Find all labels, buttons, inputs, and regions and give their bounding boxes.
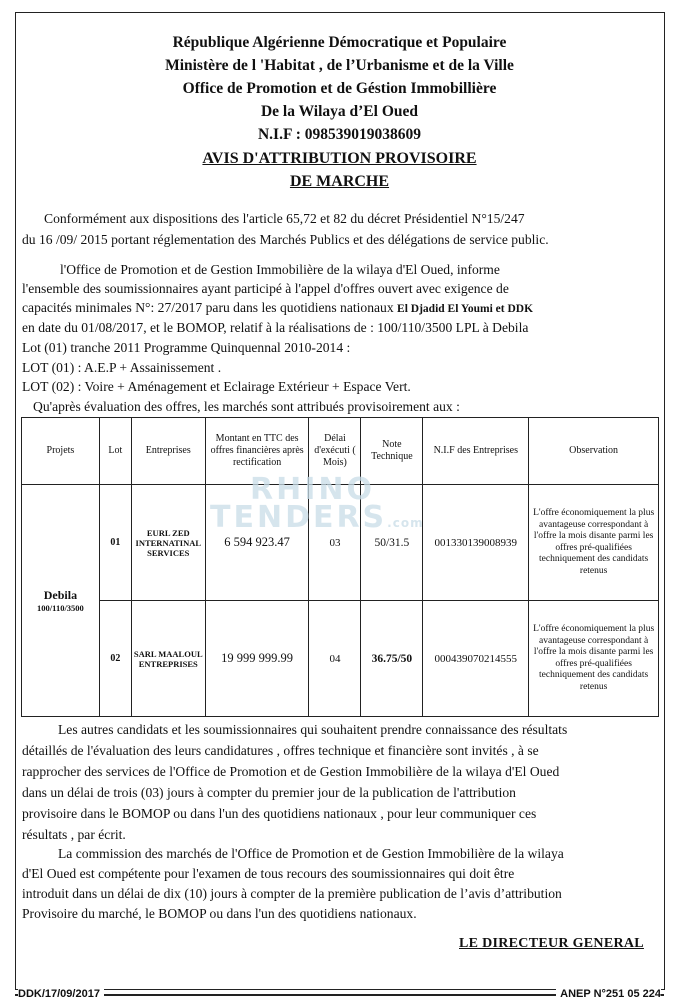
delai-cell: 04: [309, 601, 361, 717]
para3-line3: rapprocher des services de l'Office de Promotion et de Gestion Immobilière de la wilaya d'El Oued: [22, 764, 560, 779]
para1-line1: Conformément aux dispositions des l'article 65,72 et 82 du décret Présidentiel N°15/247: [44, 211, 525, 226]
projet-sub: 100/110/3500: [37, 603, 84, 613]
footer-ref-left: DDK/17/09/2017: [18, 988, 104, 1000]
projet-name: Debila: [43, 588, 78, 602]
entreprise-cell: SARL MAALOUL ENTREPRISES: [131, 601, 205, 717]
para4-line2: d'El Oued est compétente pour l'examen de tous recours des soumissionnaires qui doit être: [22, 866, 515, 881]
delai-cell: 03: [309, 485, 361, 601]
title-marche: DE MARCHE: [289, 173, 390, 190]
nif-cell: 001330139008939: [423, 485, 529, 601]
table-row: [22, 601, 659, 717]
attribution-table: [21, 417, 659, 717]
para4-line3: introduit dans un délai de dix (10) jours à compter de la première publication de l’avis d’attribution: [22, 886, 562, 901]
watermark-line1: RHINO: [250, 472, 375, 507]
entreprise-cell: EURL ZED INTERNATINAL SERVICES: [131, 485, 205, 601]
para3-line1: Les autres candidats et les soumissionnaires qui souhaitent prendre connaissance des résultats: [58, 722, 568, 737]
newspapers: El Djadid El Youmi et DDK: [397, 303, 534, 315]
col-projets: Projets: [22, 418, 100, 485]
watermark-line2: [210, 500, 424, 537]
para1-line2: du 16 /09/ 2015 portant réglementation des Marchés Publics et des délégations de service public.: [22, 232, 549, 247]
watermark-suffix: .com: [387, 516, 424, 530]
lot-cell: 01: [99, 485, 131, 601]
para4-line1: La commission des marchés de l'Office de Promotion et de Gestion Immobilière de la wilaya: [58, 846, 564, 861]
col-nif: N.I.F des Entreprises: [423, 418, 529, 485]
para2-line1: l'Office de Promotion et de Gestion Immobilière de la wilaya d'El Oued, informe: [60, 262, 500, 277]
col-lot: Lot: [99, 418, 131, 485]
nif-cell: 000439070214555: [423, 601, 529, 717]
note-cell: 50/31.5: [361, 485, 423, 601]
header-office: Office de Promotion et de Géstion Immobillière: [182, 80, 497, 97]
col-delai: Délai d'exécuti ( Mois): [309, 418, 361, 485]
watermark-tenders: TENDERS: [210, 500, 388, 535]
para2-line3a: capacités minimales N°: 27/2017 paru dans les quotidiens nationaux: [22, 300, 394, 315]
signature-directeur: LE DIRECTEUR GENERAL: [459, 936, 644, 951]
montant-cell: 19 999 999.99: [205, 601, 309, 717]
observation-cell: L'offre économiquement la plus avantageuse correspondant à l'offre la mois disante parmi les offres pré-qualifiées techniquement des candidats retenus: [529, 601, 659, 717]
header-nif: N.I.F : 098539019038609: [257, 126, 422, 143]
para3-line6: résultats , par écrit.: [22, 827, 126, 842]
col-entreprises: Entreprises: [131, 418, 205, 485]
footer-bar: [0, 988, 679, 1002]
note-cell: 36.75/50: [361, 601, 423, 717]
col-montant: Montant en TTC des offres financières après rectification: [205, 418, 309, 485]
header-wilaya: De la Wilaya d’El Oued: [260, 103, 419, 120]
title-avis: AVIS D'ATTRIBUTION PROVISOIRE: [202, 150, 477, 167]
header-republique: République Algérienne Démocratique et Populaire: [172, 34, 507, 51]
footer-ref-right: ANEP N°251 05 224: [556, 988, 661, 1000]
para2-line5: Lot (01) tranche 2011 Programme Quinquennal 2010-2014 :: [22, 340, 351, 355]
para2-line4: en date du 01/08/2017, et le BOMOP, relatif à la réalisations de : 100/110/3500 LPL à Debila: [22, 320, 529, 335]
lot-cell: 02: [99, 601, 131, 717]
para4-line4: Provisoire du marché, le BOMOP ou dans l'un des quotidiens nationaux.: [22, 906, 417, 921]
para3-line4: dans un délai de trois (03) jours à compter du premier jour de la publication de l'attribution: [22, 785, 516, 800]
para2-line8: Qu'après évaluation des offres, les marchés sont attribués provisoirement aux :: [33, 399, 460, 414]
para3-line5: provisoire dans le BOMOP ou dans l'un des quotidiens nationaux , pour leur communiquer ces: [22, 806, 537, 821]
para2-lot2: LOT (02) : Voire + Aménagement et Eclairage Extérieur + Espace Vert.: [22, 379, 411, 394]
para2-lot1: LOT (01) : A.E.P + Assainissement .: [22, 360, 222, 375]
para3-line2: détaillés de l'évaluation des leurs candidatures , offres technique et financière sont invités , à se: [22, 743, 539, 758]
col-observation: Observation: [529, 418, 659, 485]
projet-cell: [22, 485, 100, 717]
watermark-logo: [210, 472, 424, 537]
header-ministere: Ministère de l 'Habitat , de l’Urbanisme et de la Ville: [165, 57, 514, 74]
col-note: Note Technique: [361, 418, 423, 485]
observation-cell: L'offre économiquement la plus avantageuse correspondant à l'offre la mois disante parmi les offres pré-qualifiées techniquement des candidats retenus: [529, 485, 659, 601]
montant-cell: 6 594 923.47: [205, 485, 309, 601]
para2-line2: l'ensemble des soumissionnaires ayant participé à l'appel d'offres ouvert avec exigence de: [22, 281, 509, 296]
